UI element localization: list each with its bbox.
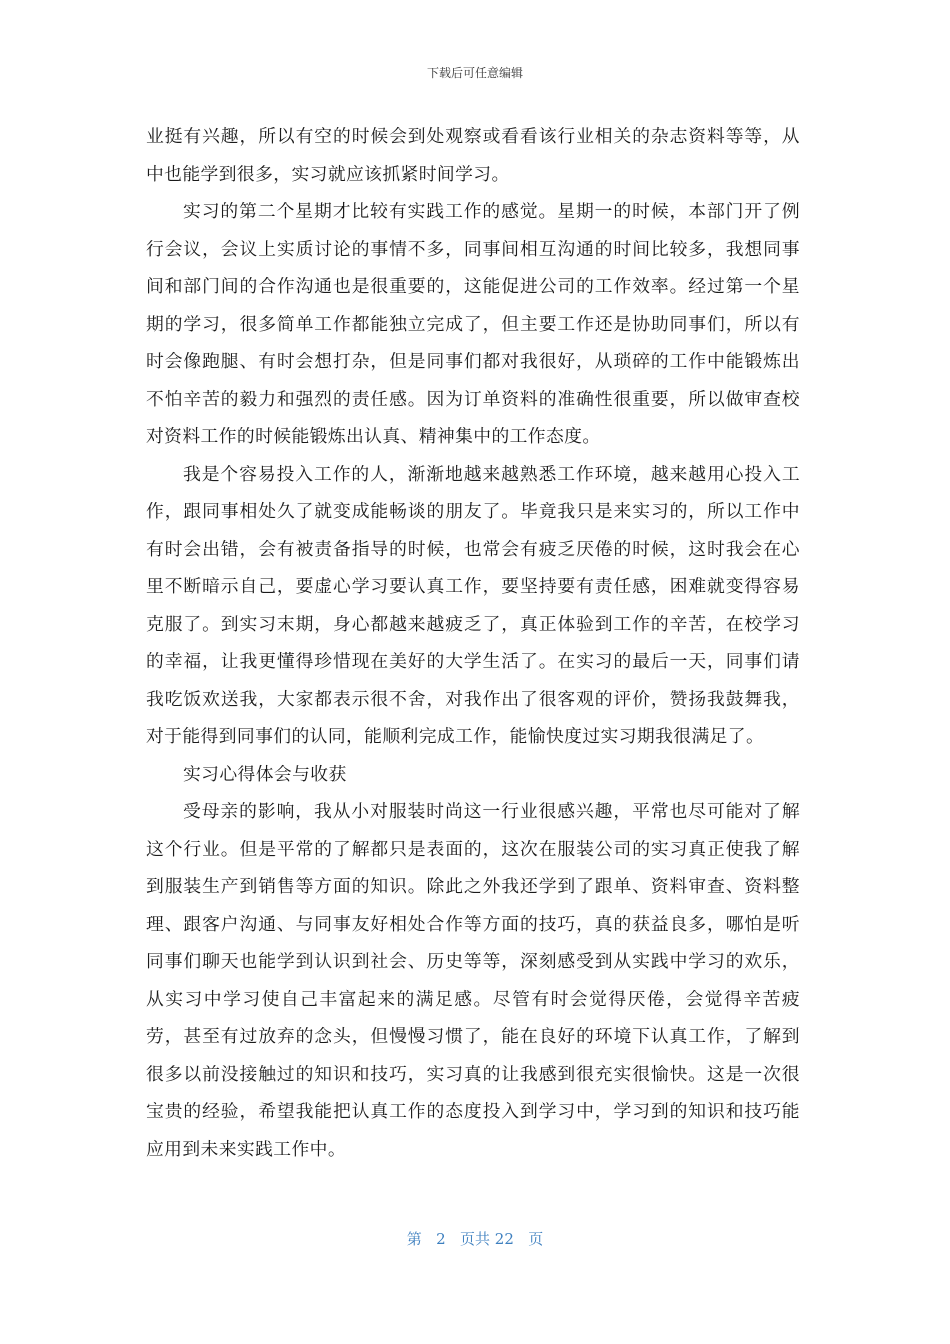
paragraph-work-attitude: 我是个容易投入工作的人，渐渐地越来越熟悉工作环境，越来越用心投入工作，跟同事相处久了就变成能畅谈的朋友了。毕竟我只是来实习的，所以工作中有时会出错，会有被责备指导的时候，也常会有疲乏厌倦的时候，这时我会在心里不断暗示自己，要虚心学习要认真工作，要坚持要有责任感，困难就变得容易克服了。到实习末期，身心都越来越疲乏了，真正体验到工作的辛苦，在校学习的幸福，让我更懂得珍惜现在美好的大学生活了。在实习的最后一天，同事们请我吃饭欢送我，大家都表示很不舍，对我作出了很客观的评价，赞扬我鼓舞我，对于能得到同事们的认同，能顺利完成工作，能愉快度过实习期我很满足了。 bbox=[146, 463, 800, 747]
paragraph-second-week: 实习的第二个星期才比较有实践工作的感觉。星期一的时候，本部门开了例行会议，会议上实质讨论的事情不多，同事间相互沟通的时间比较多，我想同事间和部门间的合作沟通也是很重要的，这能促进公司的工作效率。经过第一个星期的学习，很多简单工作都能独立完成了，但主要工作还是协助同事们，所以有时会像跑腿、有时会想打杂，但是同事们都对我很好，从琐碎的工作中能锻炼出不怕辛苦的毅力和强烈的责任感。因为订单资料的准确性很重要，所以做审查校对资料工作的时候能锻炼出认真、精神集中的工作态度。 bbox=[146, 201, 800, 447]
footer-prefix: 第 bbox=[406, 1230, 422, 1248]
footer-total-pages: 22 bbox=[494, 1230, 514, 1248]
footer-page-number: 2 bbox=[436, 1230, 446, 1248]
page-footer bbox=[0, 1228, 950, 1249]
section-heading: 实习心得体会与收获 bbox=[183, 763, 347, 785]
page-header-note: 下载后可任意编辑 bbox=[426, 66, 523, 80]
paragraph-continuation: 业挺有兴趣，所以有空的时候会到处观察或看看该行业相关的杂志资料等等，从中也能学到很多，实习就应该抓紧时间学习。 bbox=[146, 126, 800, 185]
document-body bbox=[146, 118, 800, 1168]
footer-suffix: 页 bbox=[528, 1230, 544, 1248]
paragraph-gains: 受母亲的影响，我从小对服装时尚这一行业很感兴趣，平常也尽可能对了解这个行业。但是平常的了解都只是表面的，这次在服装公司的实习真正使我了解到服装生产到销售等方面的知识。除此之外我还学到了跟单、资料审查、资料整理、跟客户沟通、与同事友好相处合作等方面的技巧，真的获益良多，哪怕是听同事们聊天也能学到认识到社会、历史等等，深刻感受到从实践中学习的欢乐，从实习中学习使自己丰富起来的满足感。尽管有时会觉得厌倦，会觉得辛苦疲劳，甚至有过放弃的念头，但慢慢习惯了，能在良好的环境下认真工作，了解到很多以前没接触过的知识和技巧，实习真的让我感到很充实很愉快。这是一次很宝贵的经验，希望我能把认真工作的态度投入到学习中，学习到的知识和技巧能应用到未来实践工作中。 bbox=[146, 801, 800, 1160]
footer-middle: 页共 bbox=[459, 1230, 490, 1248]
